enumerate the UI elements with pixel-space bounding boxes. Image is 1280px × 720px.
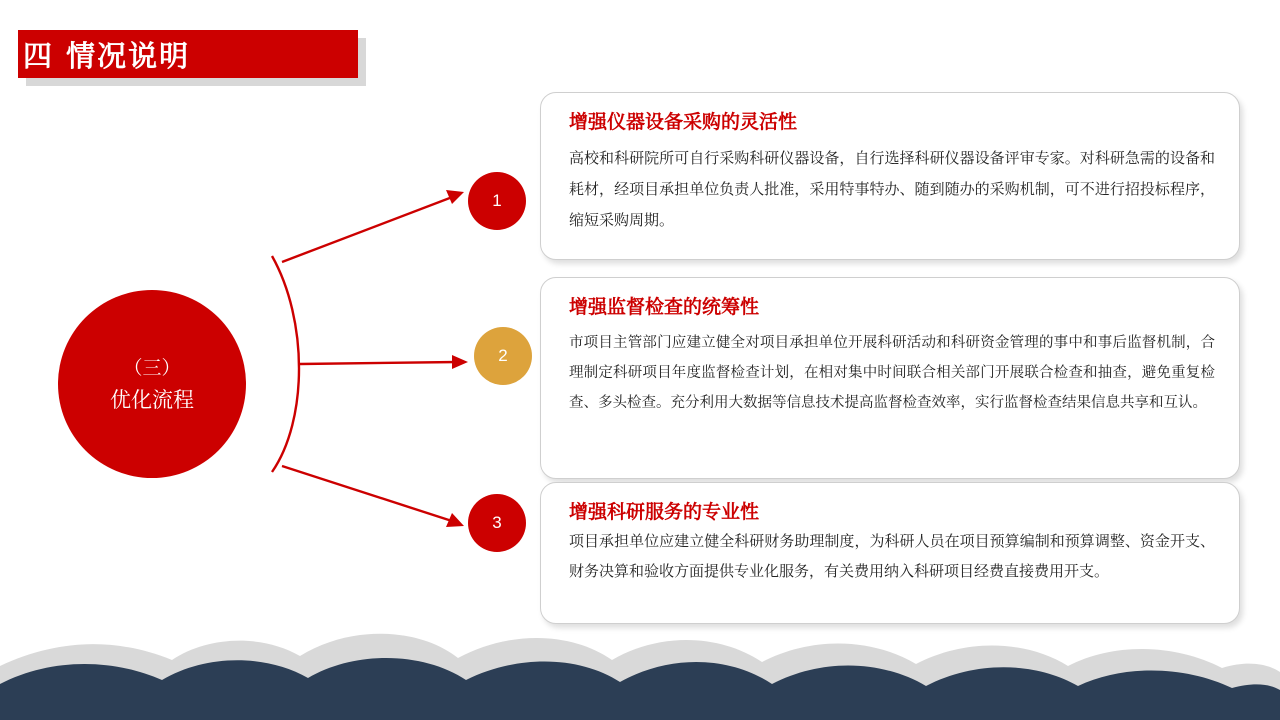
card-1-title: 增强仪器设备采购的灵活性 [569,111,798,133]
center-circle-line1: （三） [123,357,181,379]
content-card-1 [540,92,1240,260]
bottom-wave-decoration [0,580,1280,720]
card-2-title: 增强监督检查的统筹性 [569,296,760,318]
card-3-body: 项目承担单位应建立健全科研财务助理制度，为科研人员在项目预算编制和预算调整、资金开支、财务决算和验收方面提供专业化服务，有关费用纳入科研项目经费直接费用开支。 [569,532,1215,580]
center-circle-line2: 优化流程 [110,388,194,412]
bullet-number-2: 2 [474,327,532,385]
content-card-2 [540,277,1240,479]
page-title: 四 情况说明 [23,39,191,73]
card-1-body: 高校和科研院所可自行采购科研仪器设备，自行选择科研仪器设备评审专家。对科研急需的设备和耗材，经项目承担单位负责人批准，采用特事特办、随到随办的采购机制，可不进行招投标程序，缩短采购周期。 [569,149,1215,229]
bullet-number-3: 3 [468,494,526,552]
bullet-number-1: 1 [468,172,526,230]
card-2-body: 市项目主管部门应建立健全对项目承担单位开展科研活动和科研资金管理的事中和事后监督机制，合理制定科研项目年度监督检查计划，在相对集中时间联合相关部门开展联合检查和抽查，避免重复检查、多头检查。充分利用大数据等信息技术提高监督检查效率，实行监督检查结果信息共享和互认。 [569,335,1215,411]
card-3-title: 增强科研服务的专业性 [569,501,760,523]
center-circle [58,290,246,478]
